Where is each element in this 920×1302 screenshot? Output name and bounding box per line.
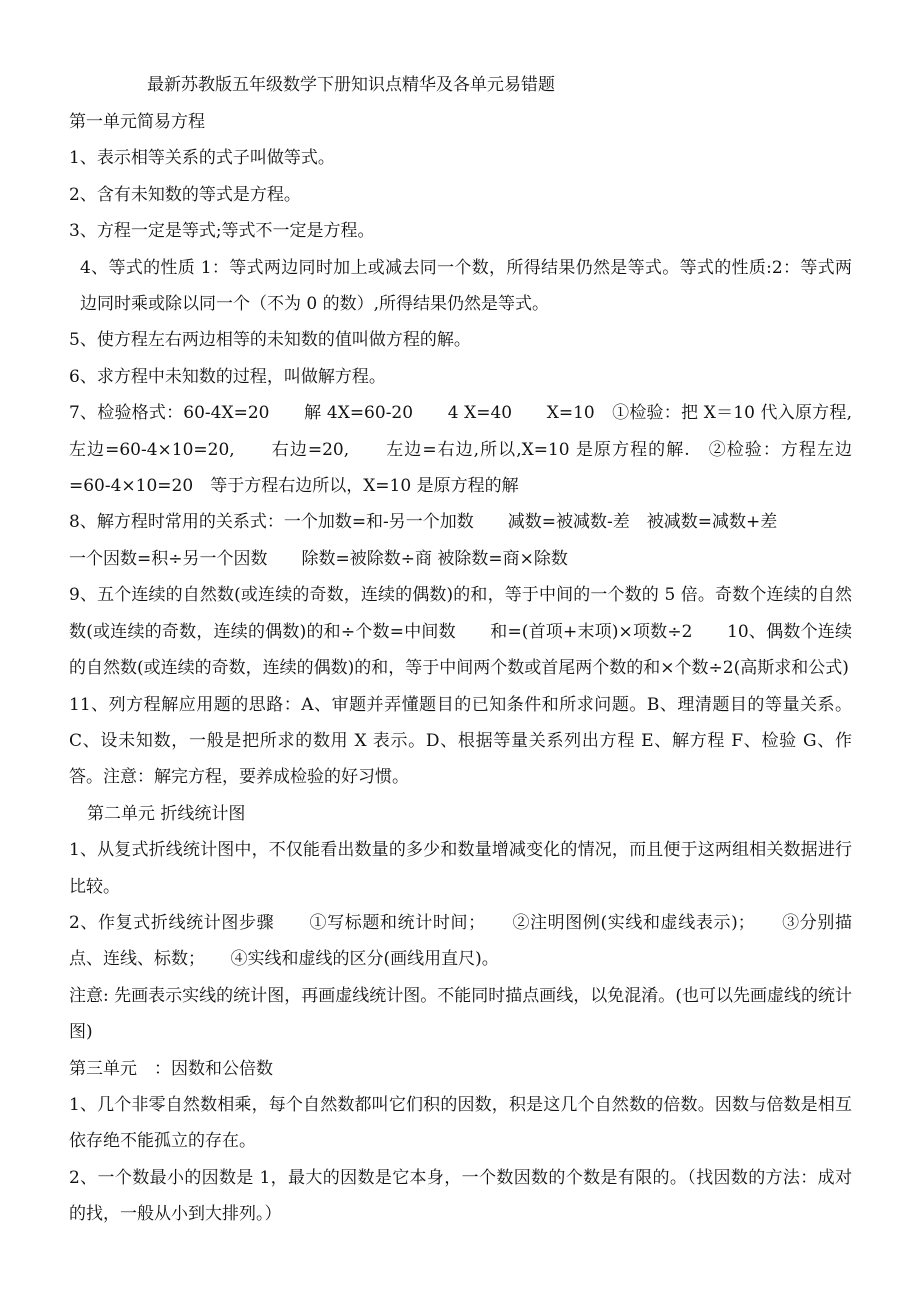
unit1-item-6: 6、求方程中未知数的过程，叫做解方程。: [69, 366, 386, 387]
unit1-item-3: 3、方程一定是等式;等式不一定是方程。: [69, 221, 375, 242]
unit1-item-1: 1、表示相等关系的式子叫做等式。: [69, 148, 335, 169]
unit1-item-8: 8、解方程时常用的关系式：一个加数=和-另一个加数 减数=被减数-差 被减数=减数+差: [69, 512, 778, 533]
unit2-item-1: 1、从复式折线统计图中，不仅能看出数量的多少和数量增减变化的情况，而且便于这两组相关数据进行比较。: [69, 840, 852, 897]
unit1-item-8-continued: 一个因数=积÷另一个因数 除数=被除数÷商 被除数=商×除数: [69, 548, 568, 569]
unit3-heading: 第三单元 ：因数和公倍数: [69, 1058, 273, 1079]
unit2-item-2: 2、作复式折线统计图步骤 ①写标题和统计时间； ②注明图例(实线和虚线表示)； ③分别描点、连线、标数； ④实线和虚线的区分(画线用直尺)。: [69, 912, 852, 970]
unit2-heading: 第二单元 折线统计图: [87, 803, 246, 824]
unit1-item-5: 5、使方程左右两边相等的未知数的值叫做方程的解。: [69, 330, 471, 351]
unit1-item-2: 2、含有未知数的等式是方程。: [69, 184, 301, 205]
unit1-item-9: 9、五个连续的自然数(或连续的奇数，连续的偶数)的和，等于中间的一个数的 5 倍。奇数个连续的自然数(或连续的奇数，连续的偶数)的和÷个数=中间数 和=(首项+末项)×项数÷2 10、偶数个连续的自然数(或连续的奇数，连续的偶数)的和，等于中间两个数或首尾两个数的和×个数÷2(高斯求和公式): [69, 585, 852, 679]
unit1-item-4: 4、等式的性质 1：等式两边同时加上或减去同一个数，所得结果仍然是等式。等式的性质:2：等式两边同时乘或除以同一个（不为 0 的数）,所得结果仍然是等式。: [80, 257, 852, 315]
unit3-item-1: 1、几个非零自然数相乘，每个自然数都叫它们积的因数，积是这几个自然数的倍数。因数与倍数是相互依存绝不能孤立的存在。: [69, 1094, 852, 1152]
unit1-heading: 第一单元简易方程: [69, 112, 205, 132]
unit3-item-2: 2、一个数最小的因数是 1，最大的因数是它本身，一个数因数的个数是有限的。（找因数的方法：成对的找，一般从小到大排列。）: [69, 1167, 852, 1225]
unit1-item-7: 7、检验格式：60-4X=20 解 4X=60-20 4 X=40 X=10 ①检验：把 X＝10 代入原方程, 左边=60-4×10=20, 右边=20, 左边=右边,所以,X=10 是原方程的解. ②检验：方程左边=60-4×10=20 等于方程右边所以，X=10 是原方程的解: [69, 403, 858, 497]
unit2-note: 注意: 先画表示实线的统计图，再画虚线统计图。不能同时描点画线，以免混淆。(也可以先画虚线的统计图): [69, 985, 852, 1043]
document-title: 最新苏教版五年级数学下册知识点精华及各单元易错题: [147, 75, 555, 95]
unit1-item-11: 11、列方程解应用题的思路：A、审题并弄懂题目的已知条件和所求问题。B、理清题目的等量关系。C、设未知数，一般是把所求的数用 X 表示。D、根据等量关系列出方程 E、解方程 F、检验 G、作答。注意：解完方程，要养成检验的好习惯。: [69, 694, 852, 788]
